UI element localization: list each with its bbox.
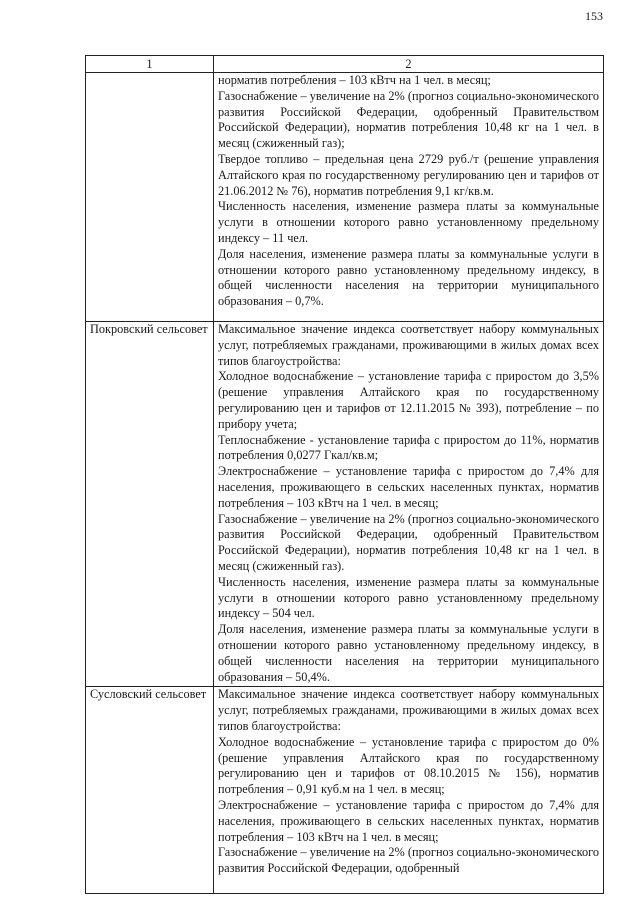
table-header-row	[86, 56, 604, 73]
municipality-name	[86, 73, 214, 322]
indicator-description	[214, 73, 604, 322]
paragraph: Газоснабжение – увеличение на 2% (прогноз социально-экономического развития Российской Федерации, одобренный Правительством Российской Федерации), норматив потребления 10,48 кг на 1 чел. в месяц (сжиженный газ);	[218, 88, 599, 151]
paragraph: Холодное водоснабжение – установление тарифа с приростом до 3,5% (решение управления Алтайского края по государственному регулированию цен и тарифов от 12.11.2015 № 393), потребление – по прибору учета;	[218, 369, 599, 431]
paragraph: Твердое топливо – предельная цена 2729 руб./т (решение управления Алтайского края по государственному регулированию цен и тарифов от 21.06.2012 № 76), норматив потребления 9,1 кг/кв.м.	[218, 151, 599, 198]
paragraph: Теплоснабжение - установление тарифа с приростом до 11%, норматив потребления 0,0277 Гкал/кв.м;	[218, 432, 599, 463]
table-row	[86, 73, 604, 322]
paragraph: Газоснабжение – увеличение на 2% (прогноз социально-экономического развития Российской Федерации, одобренный Правительством Российской Федерации), норматив потребления 10,48 кг на 1 чел. в месяц (сжиженный газ).	[218, 511, 599, 573]
municipality-name: Покровский сельсовет	[86, 322, 214, 687]
paragraph: Электроснабжение – установление тарифа с приростом до 7,4% для населения, проживающего в сельских населенных пунктах, норматив потребления – 103 кВтч на 1 чел. в месяц;	[218, 464, 599, 510]
paragraph: Максимальное значение индекса соответствует набору коммунальных услуг, потребляемых гражданами, проживающими в жилых домах всех типов благоустройства:	[218, 322, 599, 368]
paragraph: Доля населения, изменение размера платы за коммунальные услуги в отношении которого равно установленному предельному индексу, в общей численности населения на территории муниципального образования – 50,4%.	[218, 622, 599, 684]
paragraph: Численность населения, изменение размера платы за коммунальные услуги в отношении которого равно установленному предельному индексу – 11 чел.	[218, 199, 599, 245]
column-header: 1	[86, 56, 214, 73]
table-row	[86, 687, 604, 894]
indicator-description	[214, 687, 604, 894]
page-number: 153	[585, 9, 603, 23]
indicator-description	[214, 322, 604, 687]
table-row	[86, 322, 604, 687]
paragraph: Максимальное значение индекса соответствует набору коммунальных услуг, потребляемых гражданами, проживающими в жилых домах всех типов благоустройства:	[218, 687, 599, 733]
paragraph: Доля населения, изменение размера платы за коммунальные услуги в отношении которого равно установленному предельному индексу, в общей численности населения на территории муниципального образования – 0,7%.	[218, 246, 599, 309]
paragraph: Численность населения, изменение размера платы за коммунальные услуги в отношении которого равно установленному предельному индексу – 504 чел.	[218, 574, 599, 621]
paragraph: Газоснабжение – увеличение на 2% (прогноз социально-экономического развития Российской Федерации, одобренный	[218, 845, 599, 876]
document-table	[85, 55, 604, 894]
paragraph: норматив потребления – 103 кВтч на 1 чел. в месяц;	[218, 73, 491, 87]
column-header: 2	[214, 56, 604, 73]
municipality-name: Сусловский сельсовет	[86, 687, 214, 894]
paragraph: Электроснабжение – установление тарифа с приростом до 7,4% для населения, проживающего в сельских населенных пунктах, норматив потребления – 103 кВтч на 1 чел. в месяц;	[218, 797, 599, 844]
paragraph: Холодное водоснабжение – установление тарифа с приростом до 0% (решение управления Алтайского края по государственному регулированию цен и тарифов от 08.10.2015 № 156), норматив потребления – 0,91 куб.м на 1 чел. в месяц;	[218, 734, 599, 797]
